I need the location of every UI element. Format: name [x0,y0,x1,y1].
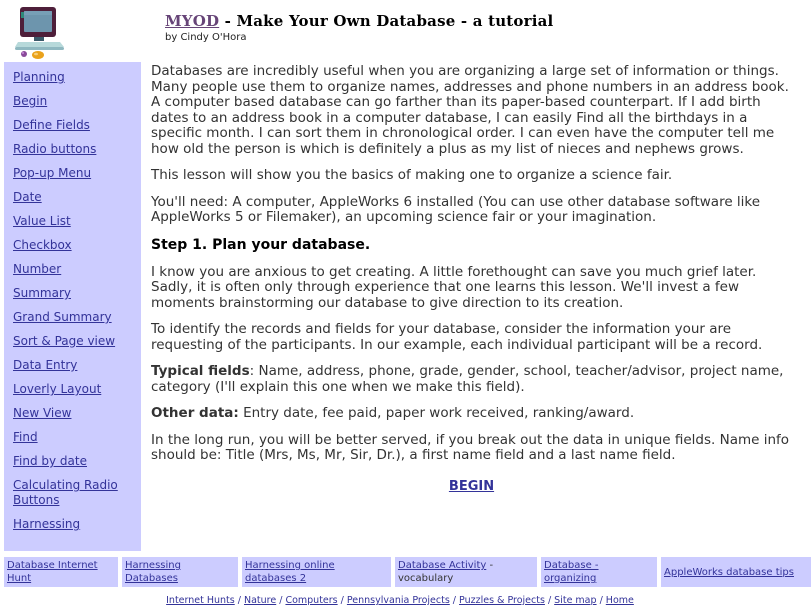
footer-link-site-map[interactable]: Site map [554,595,597,606]
sidebar-item-checkbox[interactable]: Checkbox [13,238,72,252]
footer-link-home[interactable]: Home [605,595,634,606]
sidebar-item-define-fields[interactable]: Define Fields [13,118,90,132]
sidebar-item-begin[interactable]: Begin [13,94,48,108]
footer-link-nature[interactable]: Nature [243,595,277,606]
sidebar-item-date[interactable]: Date [13,190,42,204]
database-organizing-link[interactable]: Database - organizing [544,560,599,584]
paragraph-forethought: I know you are anxious to get creating. A little forethought can save you much grief later. Sadly, it is often only through experience that one learns this lesson. We'll invest a few moments brainstorming our database to give direction to its creation. [151,263,757,311]
database-activity-link[interactable]: Database Activity [398,560,487,571]
footer-separator: / [337,595,347,606]
sidebar-item-data-entry[interactable]: Data Entry [13,358,78,372]
sidebar-item-radio-buttons[interactable]: Radio buttons [13,142,97,156]
bottom-nav-cell-harnessing-databases [122,557,238,587]
sidebar-item-sort-page-view[interactable]: Sort & Page view [13,334,116,348]
page-title [165,12,796,30]
begin-link[interactable]: BEGIN [448,478,495,494]
database-internet-hunt-link[interactable]: Database Internet Hunt [7,560,98,584]
sidebar-item-grand-summary[interactable]: Grand Summary [13,310,112,324]
sidebar-item-value-list[interactable]: Value List [13,214,71,228]
main-content [141,62,796,551]
footer-link-pennsylvania-projects[interactable]: Pennsylvania Projects [346,595,450,606]
page-title-text: - Make Your Own Database - a tutorial [219,12,554,30]
harnessing-databases-link[interactable]: Harnessing Databases [125,560,181,584]
bottom-nav-cell-database-organizing [541,557,657,587]
header [4,4,796,62]
paragraph-intro: Databases are incredibly useful when you are organizing a large set of information or things. Many people use them to organize names, addresses and phone numbers in an address book. A computer based database can go farther than its paper-based counterpart. If I add birth dates to an address book in a computer database, I can easily Find all the birthdays in a specific month. I can sort them in chronological order. I can even have the computer tell me how old the person is which is definitely a plus as my list of nieces and nephews grows. [151,63,789,157]
bottom-nav-cell-database-internet-hunt [4,557,118,587]
harnessing-online-databases-2-link[interactable]: Harnessing online databases 2 [245,560,335,584]
other-data-text: Entry date, fee paid, paper work received, ranking/award. [238,405,635,421]
paragraph-youll-need: You'll need: A computer, AppleWorks 6 installed (You can use other database software like AppleWorks 5 or Filemaker), an upcoming science fair or your imagination. [151,193,761,225]
other-data-label: Other data: [151,405,239,421]
bottom-nav [4,557,800,587]
sidebar-item-popup-menu[interactable]: Pop-up Menu [13,166,92,180]
sidebar-item-find[interactable]: Find [13,430,38,444]
vocabulary-suffix: - vocabulary [398,560,494,584]
sidebar [4,62,141,551]
bottom-nav-cell-harnessing-online-databases-2 [242,557,391,587]
paragraph-other-data [151,406,792,422]
typical-fields-label: Typical fields [151,363,250,379]
byline: by Cindy O'Hora [165,32,247,43]
footer-separator: / [596,595,606,606]
sidebar-item-calculating-radio-buttons[interactable]: Calculating Radio Buttons [13,478,118,507]
paragraph-unique-fields: In the long run, you will be better served, if you break out the data in unique fields. Name info should be: Title (Mrs, Ms, Mr, Sir, Dr.), a first name field and a last name field. [151,431,790,463]
computer-icon [12,6,68,60]
sidebar-item-number[interactable]: Number [13,262,62,276]
footer-separator: / [449,595,460,606]
sidebar-item-summary[interactable]: Summary [13,286,71,300]
main-row [4,62,796,551]
step-1-heading: Step 1. Plan your database. [151,236,371,253]
begin-row [151,475,792,494]
title-block [165,4,796,43]
typical-fields-text: : Name, address, phone, grade, gender, school, teacher/advisor, project name, category (I'll explain this one when we make this field). [151,363,784,395]
bottom-nav-cell-appleworks-database-tips [661,557,811,587]
paragraph-typical-fields [151,364,792,395]
myod-home-link[interactable]: MYOD [165,12,220,30]
sidebar-item-harnessing[interactable]: Harnessing [13,517,81,531]
bottom-nav-cell-database-activity-vocabulary [395,557,537,587]
sidebar-item-planning[interactable]: Planning [13,70,65,84]
sidebar-item-find-by-date[interactable]: Find by date [13,454,87,468]
footer-separator: / [276,595,286,606]
footer-link-puzzles-projects[interactable]: Puzzles & Projects [459,595,545,606]
footer-link-internet-hunts[interactable]: Internet Hunts [166,595,235,606]
footer-separator: / [544,595,555,606]
sidebar-item-loverly-layout[interactable]: Loverly Layout [13,382,102,396]
footer-separator: / [234,595,244,606]
paragraph-identify-records: To identify the records and fields for your database, consider the information your are requesting of the participants. In our example, each individual participant will be a record. [151,321,763,353]
footer-nav [4,595,796,606]
appleworks-database-tips-link[interactable]: AppleWorks database tips [664,566,794,578]
sidebar-item-new-view[interactable]: New View [13,406,72,420]
footer-link-computers[interactable]: Computers [285,595,338,606]
paragraph-lesson: This lesson will show you the basics of making one to organize a science fair. [151,167,673,183]
